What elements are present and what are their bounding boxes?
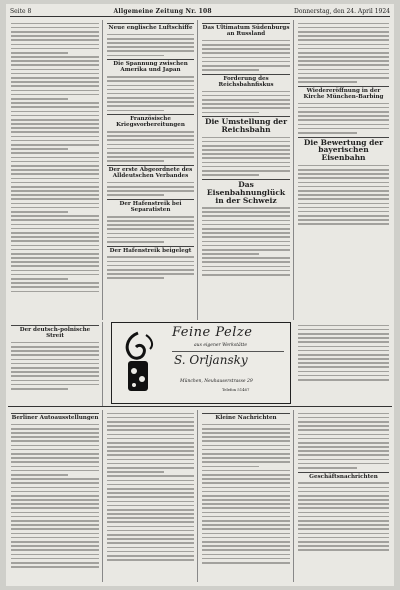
headline: Das Ultimatum Südenburgs an Russland: [202, 25, 290, 38]
column-4-lower: [295, 322, 392, 406]
headline: Geschäftsnachrichten: [298, 472, 389, 480]
ad-phone: Telefon 51467: [222, 387, 250, 392]
headline: Der Hafenstreik beigelegt: [107, 246, 194, 254]
ad-divider: [172, 351, 284, 352]
headline-large: Die Bewertung der bayerischen Eisenbahn: [298, 137, 389, 163]
headline-large: Das Eisenbahnunglück in der Schweiz: [202, 179, 290, 205]
page-header: [10, 6, 390, 17]
fur-advertisement: [111, 322, 291, 404]
ad-subtitle: aus eigener Werkstätte: [194, 343, 247, 348]
column-4: [295, 20, 392, 320]
issue-date: Donnerstag, den 24. April 1924: [294, 7, 390, 15]
column-1: [8, 20, 103, 320]
headline: Neue englische Luftschiffe: [108, 25, 193, 31]
newspaper-title: Allgemeine Zeitung Nr. 108: [113, 7, 212, 15]
headline: Französische Kriegsvorbereitungen: [107, 114, 194, 128]
lower-column-3: [199, 410, 294, 582]
headline: Forderung des Reichsbahnfiskus: [202, 74, 290, 88]
ad-company-name: S. Orljansky: [174, 353, 248, 367]
column-2: [104, 20, 198, 320]
ad-address: München, Neuhauserstrasse 29: [180, 379, 253, 384]
headline: Der deutsch-polnische Streit: [11, 325, 99, 339]
headline: Die Spannung zwischen Amerika und Japan: [107, 59, 194, 73]
headline: Kleine Nachrichten: [202, 413, 290, 421]
lower-column-1: [8, 410, 103, 582]
newspaper-page: [6, 4, 394, 586]
lower-column-4: [295, 410, 392, 582]
column-3: [199, 20, 294, 320]
section-divider: [8, 406, 392, 407]
headline-large: Die Umstellung der Reichsbahn: [202, 116, 290, 134]
page-number: Seite 8: [10, 7, 32, 15]
stylized-fur-emblem-icon: [120, 329, 156, 397]
article-text: [11, 23, 99, 293]
lower-column-2: [104, 410, 198, 582]
column-1-lower: [8, 322, 103, 406]
headline: Wiedereröffnung in der Kirche München-Barbing: [298, 86, 389, 100]
headline: Berliner Autoausstellungen: [11, 415, 99, 421]
headline: Der Hafenstreik bei Separatisten: [107, 199, 194, 213]
headline: Der erste Abgeordnete des Alldeutschen Verbandes: [108, 167, 193, 180]
ad-title: Feine Pelze: [172, 325, 253, 340]
